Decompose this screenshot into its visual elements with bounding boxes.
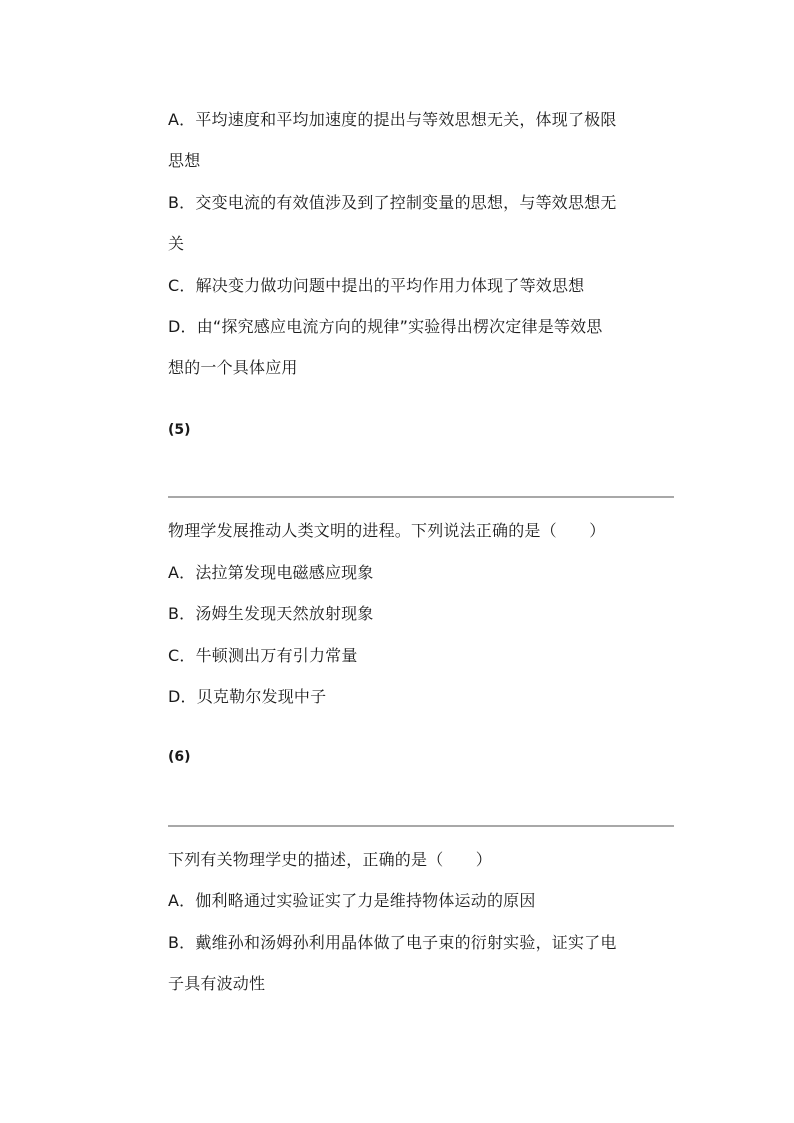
question-stem: 物理学发展推动人类文明的进程。下列说法正确的是（ ）: [168, 521, 606, 540]
q4-option-a-line1: A．平均速度和平均加速度的提出与等效思想无关，体现了极限: [168, 110, 617, 129]
question-divider: [168, 825, 674, 827]
q4-option-a-line2: 思想: [168, 151, 201, 170]
question-stem: 下列有关物理学史的描述，正确的是（ ）: [168, 850, 493, 869]
q5-option-d: D．贝克勒尔发现中子: [168, 687, 327, 706]
q4-option-b-line1: B．交变电流的有效值涉及到了控制变量的思想，与等效思想无: [168, 193, 617, 212]
question-divider: [168, 496, 674, 498]
q6-option-a: A．伽利略通过实验证实了力是维持物体运动的原因: [168, 891, 536, 910]
q4-option-d-line2: 想的一个具体应用: [168, 358, 298, 377]
q5-option-c: C．牛顿测出万有引力常量: [168, 646, 358, 665]
question-number: (5): [168, 422, 191, 438]
q5-option-b: B．汤姆生发现天然放射现象: [168, 604, 374, 623]
q4-option-b-line2: 关: [168, 234, 185, 253]
q6-option-b-line2: 子具有波动性: [168, 974, 266, 993]
question-number: (6): [168, 749, 191, 765]
q6-option-b-line1: B．戴维孙和汤姆孙利用晶体做了电子束的衍射实验，证实了电: [168, 933, 617, 952]
q5-option-a: A．法拉第发现电磁感应现象: [168, 563, 374, 582]
q4-option-d-line1: D．由“探究感应电流方向的规律”实验得出楞次定律是等效思: [168, 317, 603, 336]
q4-option-c: C．解决变力做功问题中提出的平均作用力体现了等效思想: [168, 276, 585, 295]
